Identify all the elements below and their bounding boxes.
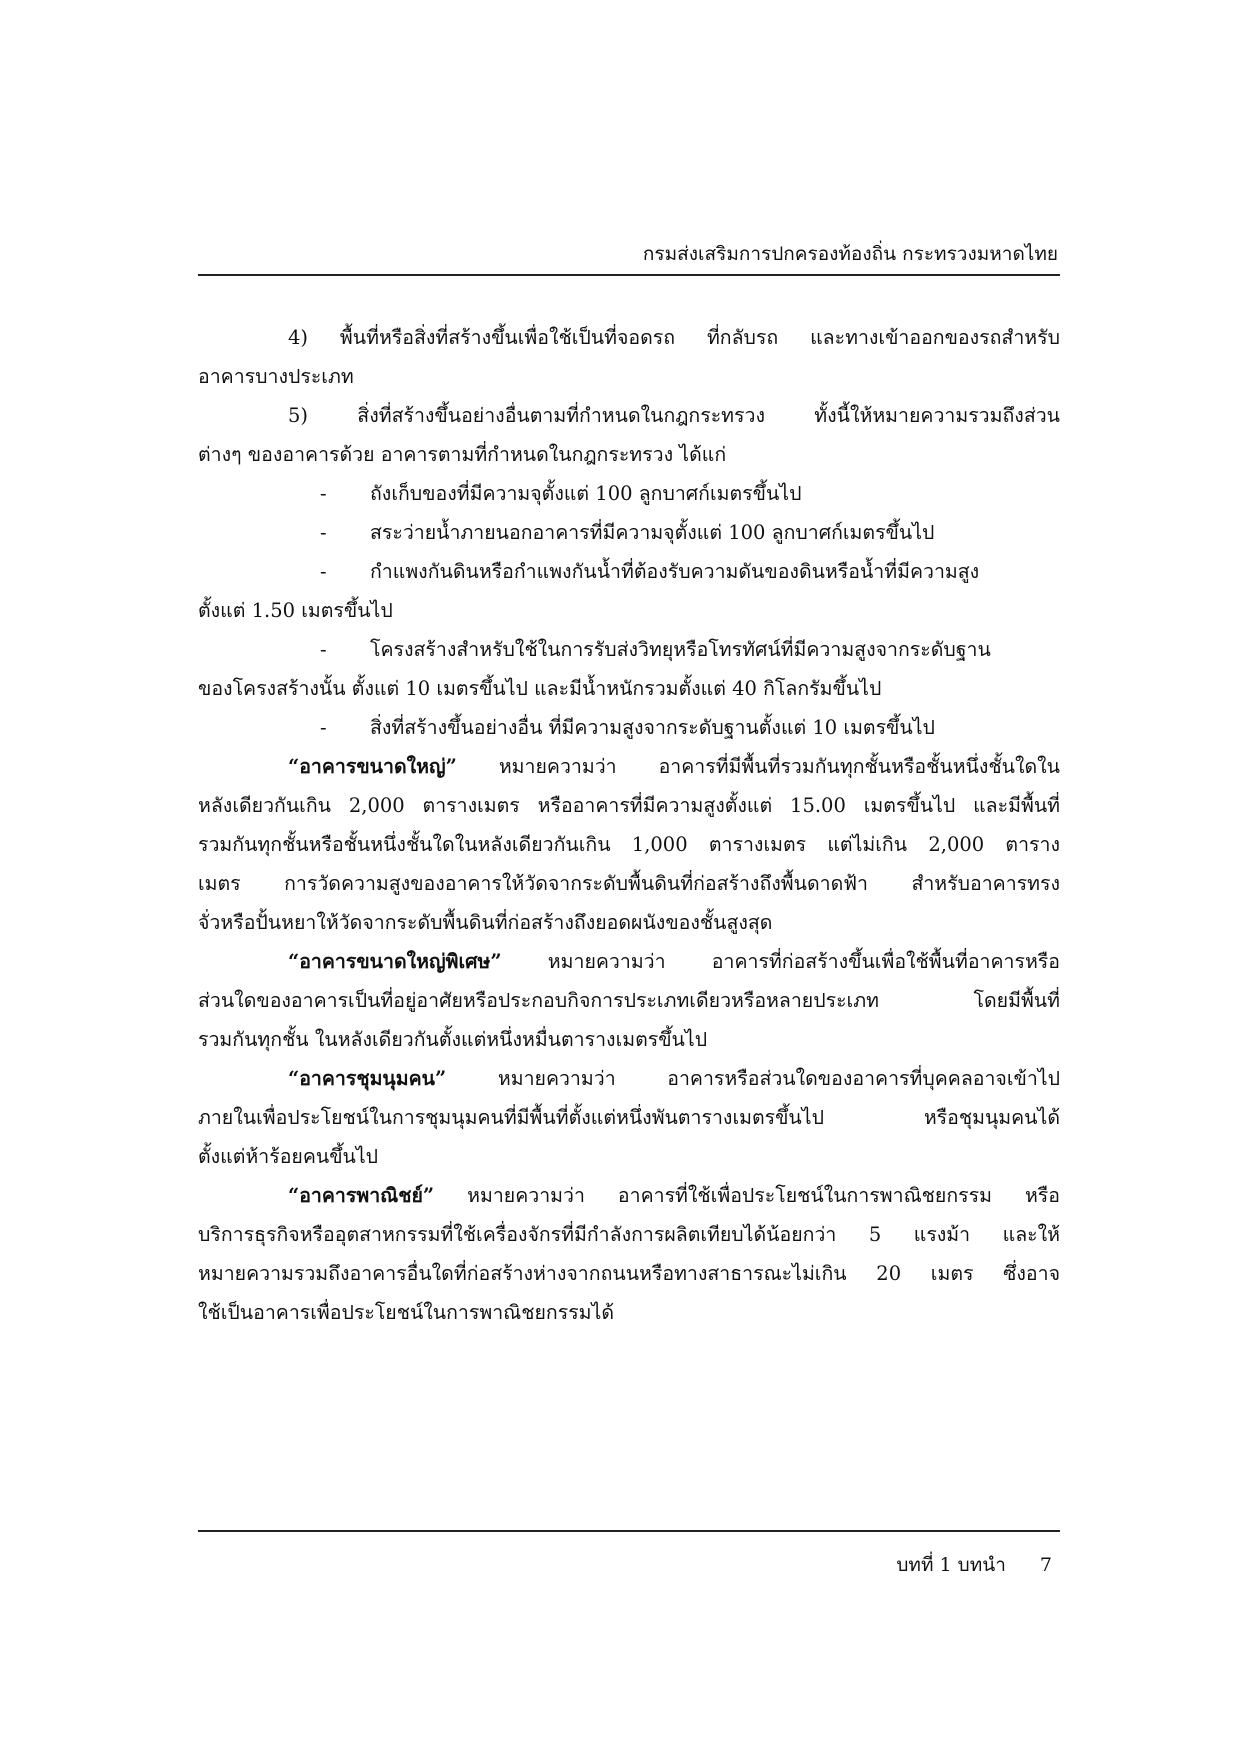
bullet-item-4 [198,630,1060,669]
bullet-dash: - [320,560,327,583]
definition-commercial-building-line-4: ใช้เป็นอาคารเพื่อประโยชน์ในการพาณิชยกรรมได้ [198,1301,614,1324]
bullet-text: ถังเก็บของที่มีความจุตั้งแต่ 100 ลูกบาศก์เมตรขึ้นไป [370,482,802,505]
definition-term-assembly-building: “อาคารชุมนุมคน” [288,1067,447,1090]
bullet-dash: - [320,482,327,505]
definition-text: หมายความว่า อาคารที่ก่อสร้างขึ้นเพื่อใช้พื้นที่อาคารหรือ [547,950,1060,973]
bullet-item-3-continuation: ตั้งแต่ 1.50 เมตรขึ้นไป [198,599,393,622]
bullet-item-2 [198,513,1060,552]
page-number: 7 [1039,1554,1052,1576]
bullet-dash: - [320,638,327,661]
definition-assembly-building-line-2: ภายในเพื่อประโยชน์ในการชุมนุมคนที่มีพื้นที่ตั้งแต่หนึ่งพันตารางเมตรขึ้นไป หรือชุมนุมคนได้ [198,1106,1060,1129]
document-body [198,318,1060,1332]
header-title: กรมส่งเสริมการปกครองท้องถิ่น กระทรวงมหาดไทย [642,243,1058,265]
item-5-line-2: ต่างๆ ของอาคารด้วย อาคารตามที่กำหนดในกฎกระทรวง ได้แก่ [198,443,727,466]
definition-extra-large-building-line-1 [198,942,1060,981]
definition-large-building-line-3: รวมกันทุกชั้นหรือชั้นหนึ่งชั้นใดในหลังเดียวกันเกิน 1,000 ตารางเมตร แต่ไม่เกิน 2,000 ตาราง [198,833,1060,856]
item-5-line-1: 5) สิ่งที่สร้างขึ้นอย่างอื่นตามที่กำหนดในกฎกระทรวง ทั้งนี้ให้หมายความรวมถึงส่วน [288,404,1060,427]
bullet-item-5 [198,708,1060,747]
page-header [198,240,1060,276]
definition-extra-large-building-line-2: ส่วนใดของอาคารเป็นที่อยู่อาศัยหรือประกอบกิจการประเภทเดียวหรือหลายประเภท โดยมีพื้นที่ [198,989,1060,1012]
definition-term-commercial-building: “อาคารพาณิชย์” [288,1184,435,1207]
footer-chapter: บทที่ 1 บทนำ [896,1554,1006,1576]
footer-text [896,1550,1052,1580]
definition-extra-large-building-line-3: รวมกันทุกชั้น ในหลังเดียวกันตั้งแต่หนึ่งหมื่นตารางเมตรขึ้นไป [198,1028,708,1051]
bullet-item-1 [198,474,1060,513]
bullet-text: สระว่ายน้ำภายนอกอาคารที่มีความจุตั้งแต่ 100 ลูกบาศก์เมตรขึ้นไป [370,521,935,544]
definition-term-extra-large-building: “อาคารขนาดใหญ่พิเศษ” [288,950,502,973]
bullet-dash: - [320,521,327,544]
bullet-text: กำแพงกันดินหรือกำแพงกันน้ำที่ต้องรับความดันของดินหรือน้ำที่มีความสูง [370,560,980,583]
page-footer [198,1530,1060,1576]
definition-commercial-building-line-1 [198,1176,1060,1215]
definition-text: หมายความว่า อาคารที่มีพื้นที่รวมกันทุกชั้นหรือชั้นหนึ่งชั้นใดใน [498,755,1060,778]
bullet-item-3 [198,552,1060,591]
definition-large-building-line-1 [198,747,1060,786]
definition-assembly-building-line-3: ตั้งแต่ห้าร้อยคนขึ้นไป [198,1145,379,1168]
definition-text: หมายความว่า อาคารหรือส่วนใดของอาคารที่บุคคลอาจเข้าไป [497,1067,1060,1090]
definition-large-building-line-4: เมตร การวัดความสูงของอาคารให้วัดจากระดับพื้นดินที่ก่อสร้างถึงพื้นดาดฟ้า สำหรับอาคารทรง [198,872,1060,895]
definition-text: หมายความว่า อาคารที่ใช้เพื่อประโยชน์ในการพาณิชยกรรม หรือ [467,1184,1060,1207]
bullet-text: สิ่งที่สร้างขึ้นอย่างอื่น ที่มีความสูงจากระดับฐานตั้งแต่ 10 เมตรขึ้นไป [370,716,935,739]
bullet-text: โครงสร้างสำหรับใช้ในการรับส่งวิทยุหรือโทรทัศน์ที่มีความสูงจากระดับฐาน [370,638,991,661]
definition-commercial-building-line-2: บริการธุรกิจหรืออุตสาหกรรมที่ใช้เครื่องจักรที่มีกำลังการผลิตเทียบได้น้อยกว่า 5 แรงม้า และให้ [198,1223,1060,1246]
bullet-dash: - [320,716,327,739]
definition-large-building-line-5: จั่วหรือปั้นหยาให้วัดจากระดับพื้นดินที่ก่อสร้างถึงยอดผนังของชั้นสูงสุด [198,911,773,934]
bullet-item-4-continuation: ของโครงสร้างนั้น ตั้งแต่ 10 เมตรขึ้นไป และมีน้ำหนักรวมตั้งแต่ 40 กิโลกรัมขึ้นไป [198,677,882,700]
definition-term-large-building: “อาคารขนาดใหญ่” [288,755,457,778]
definition-assembly-building-line-1 [198,1059,1060,1098]
item-4-line-2: อาคารบางประเภท [198,365,354,388]
definition-commercial-building-line-3: หมายความรวมถึงอาคารอื่นใดที่ก่อสร้างห่างจากถนนหรือทางสาธารณะไม่เกิน 20 เมตร ซึ่งอาจ [198,1262,1060,1285]
definition-large-building-line-2: หลังเดียวกันเกิน 2,000 ตารางเมตร หรืออาคารที่มีความสูงตั้งแต่ 15.00 เมตรขึ้นไป และมีพื้นที่ [198,794,1060,817]
item-4-line-1: 4) พื้นที่หรือสิ่งที่สร้างขึ้นเพื่อใช้เป็นที่จอดรถ ที่กลับรถ และทางเข้าออกของรถสำหรับ [288,326,1060,349]
